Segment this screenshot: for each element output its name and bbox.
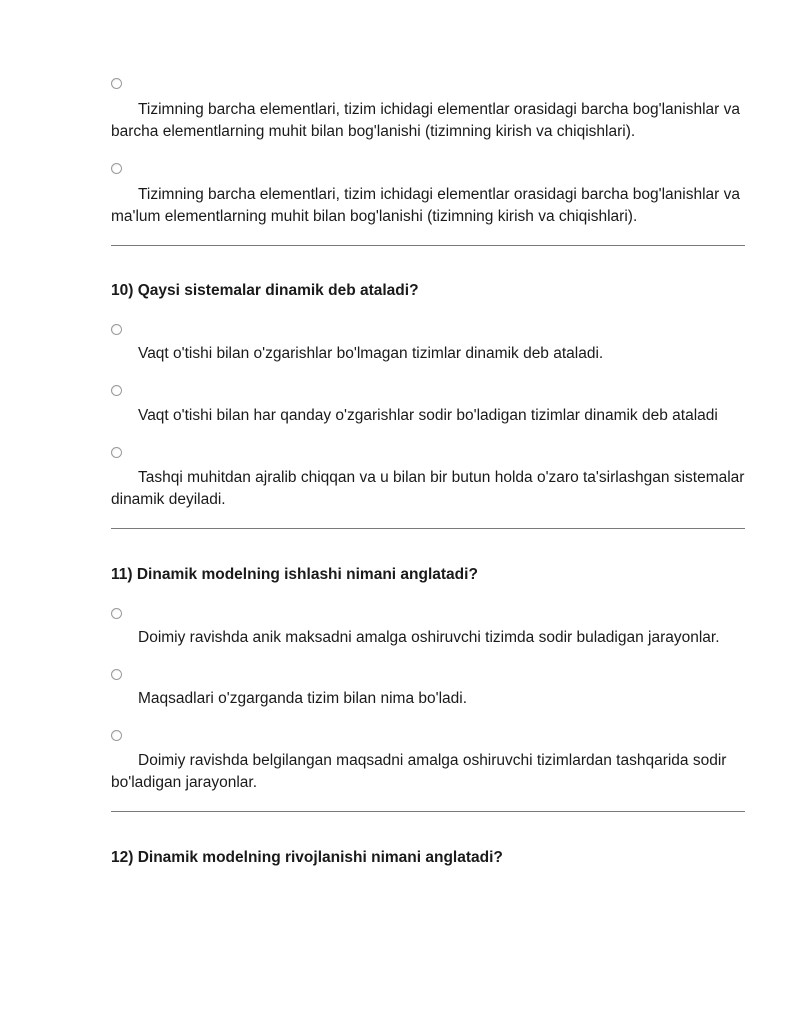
option-text: Maqsadlari o'zgarganda tizim bilan nima bo'ladi. (138, 690, 468, 707)
option-q10-a[interactable] (111, 324, 745, 365)
option-q11-b[interactable] (111, 669, 745, 710)
option-text: Vaqt o'tishi bilan har qanday o'zgarishlar sodir bo'ladigan tizimlar dinamik deb ataladi (138, 407, 718, 424)
radio-button[interactable] (111, 78, 122, 89)
question-title: 12) Dinamik modelning rivojlanishi nimani anglatadi? (111, 849, 503, 866)
question-title: 10) Qaysi sistemalar dinamik deb ataladi? (111, 282, 419, 299)
question-divider (111, 811, 745, 812)
option-q9-b[interactable] (111, 163, 745, 228)
radio-button[interactable] (111, 324, 122, 335)
radio-button[interactable] (111, 608, 122, 619)
radio-button[interactable] (111, 163, 122, 174)
option-text: Doimiy ravishda anik maksadni amalga oshiruvchi tizimda sodir buladigan jarayonlar. (138, 629, 720, 646)
question-10 (111, 280, 745, 511)
question-11 (111, 564, 745, 794)
option-q10-c[interactable] (111, 447, 745, 511)
option-text: Vaqt o'tishi bilan o'zgarishlar bo'lmagan tizimlar dinamik deb ataladi. (138, 345, 604, 362)
radio-button[interactable] (111, 730, 122, 741)
quiz-page (111, 0, 745, 869)
option-text: Doimiy ravishda belgilangan maqsadni amalga oshiruvchi tizimlardan tashqarida sodir bo'ladigan jarayonlar. (111, 752, 727, 791)
option-q11-a[interactable] (111, 608, 745, 649)
option-text: Tizimning barcha elementlari, tizim ichidagi elementlar orasidagi barcha bog'lanishlar va ma'lum elementlarning muhit bilan bog'lanishi (tizimning kirish va chiqishlari). (111, 186, 741, 225)
option-text: Tashqi muhitdan ajralib chiqqan va u bilan bir butun holda o'zaro ta'sirlashgan sistemalar dinamik deyiladi. (111, 469, 745, 508)
question-title: 11) Dinamik modelning ishlashi nimani anglatadi? (111, 566, 478, 583)
option-q10-b[interactable] (111, 385, 745, 427)
radio-button[interactable] (111, 385, 122, 396)
option-q9-a[interactable] (111, 78, 745, 143)
question-9-options (111, 0, 745, 228)
option-text: Tizimning barcha elementlari, tizim ichidagi elementlar orasidagi barcha bog'lanishlar va barcha elementlarning muhit bilan bog'lanishi (tizimning kirish va chiqishlari). (111, 101, 741, 140)
question-12 (111, 847, 745, 869)
radio-button[interactable] (111, 447, 122, 458)
question-divider (111, 528, 745, 529)
question-divider (111, 245, 745, 246)
option-q11-c[interactable] (111, 730, 745, 794)
radio-button[interactable] (111, 669, 122, 680)
